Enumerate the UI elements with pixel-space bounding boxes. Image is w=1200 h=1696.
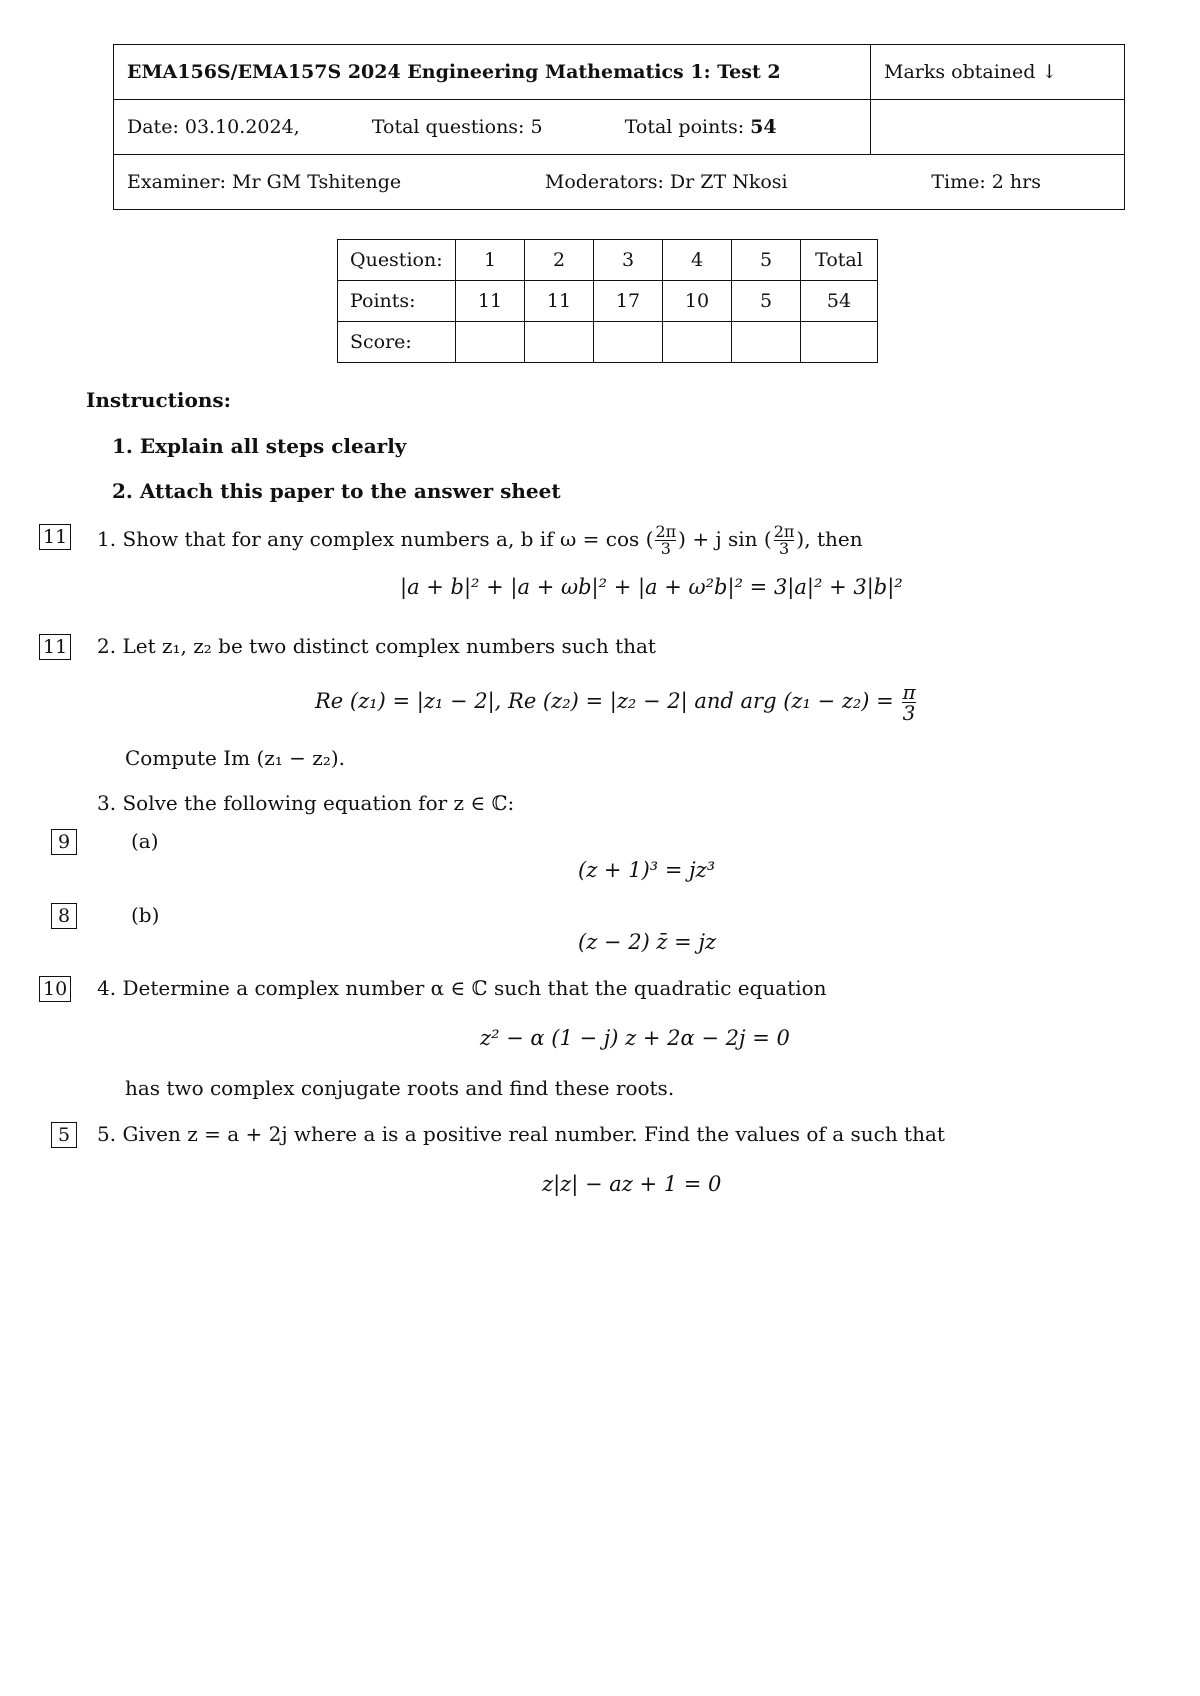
- q5-text: Given z = a + 2j where a is a positive real number. Find the values of a such that: [122, 1122, 945, 1146]
- score-total: [801, 322, 878, 363]
- score-q2: [525, 322, 594, 363]
- q1-fraction-2: $\frac{2\pi}{3}$: [773, 522, 795, 558]
- marks-obtained-cell: [871, 100, 1125, 155]
- points-q1: 11: [456, 281, 525, 322]
- q3a-equation: (z + 1)³ = jz³: [578, 858, 716, 882]
- q4-number: 4.: [97, 976, 117, 1000]
- q5-number: 5.: [97, 1122, 117, 1146]
- question-1-header: 1: [456, 240, 525, 281]
- marks-obtained-label: Marks obtained ↓: [871, 45, 1125, 100]
- points-q5: 5: [732, 281, 801, 322]
- exam-title: EMA156S/EMA157S 2024 Engineering Mathematics 1: Test 2: [114, 45, 871, 100]
- points-q2: 11: [525, 281, 594, 322]
- exam-staff-row: [114, 155, 1125, 210]
- q2-followup: Compute Im (z₁ − z₂).: [125, 746, 345, 770]
- q2-number: 2.: [97, 634, 117, 658]
- score-q4: [663, 322, 732, 363]
- points-table-points-row: [338, 281, 878, 322]
- q1-text: Show that for any complex numbers a, b if ω = cos: [122, 527, 640, 551]
- q3a-marks-box: 9: [51, 829, 77, 855]
- instruction-item-1: 1. Explain all steps clearly: [112, 434, 407, 458]
- q4-text-line: [97, 976, 827, 1000]
- points-table-score-row: [338, 322, 878, 363]
- q2-text-line: [97, 634, 656, 658]
- row-label-score: Score:: [338, 322, 456, 363]
- q2-equation: Re (z₁) = |z₁ − 2|, Re (z₂) = |z₂ − 2| and arg (z₁ − z₂) =: [315, 689, 894, 713]
- points-table-question-row: [338, 240, 878, 281]
- q5-equation: z|z| − az + 1 = 0: [542, 1172, 722, 1196]
- points-table: [337, 239, 878, 363]
- q4-text: Determine a complex number α ∈ ℂ such that the quadratic equation: [122, 976, 827, 1000]
- instructions-title: Instructions:: [86, 388, 232, 412]
- q1-text-end: , then: [804, 527, 863, 551]
- exam-header: [113, 44, 1125, 210]
- row-label-question: Question:: [338, 240, 456, 281]
- question-5-header: 5: [732, 240, 801, 281]
- q1-text-mid: + j sin: [692, 527, 758, 551]
- q2-equation-line: [315, 682, 918, 723]
- row-label-points: Points:: [338, 281, 456, 322]
- points-total: 54: [801, 281, 878, 322]
- points-q4: 10: [663, 281, 732, 322]
- q1-number: 1.: [97, 527, 117, 551]
- q3-number: 3.: [97, 791, 117, 815]
- question-2-header: 2: [525, 240, 594, 281]
- q1-equation: |a + b|² + |a + ωb|² + |a + ω²b|² = 3|a|² + 3|b|²: [400, 575, 903, 599]
- q4-marks-box: 10: [39, 976, 71, 1002]
- exam-examiner: Examiner: Mr GM Tshitenge: [127, 171, 402, 193]
- q1-text-line: 1. Show that for any complex numbers a, b if ω = cos ( $\frac{2\pi}{3}$ ) + j sin ( $\frac{2\pi}{3}$ ), then: [97, 522, 863, 558]
- score-q3: [594, 322, 663, 363]
- exam-date: Date: 03.10.2024,: [127, 116, 300, 138]
- exam-info-row: [114, 100, 871, 155]
- q3a-label: (a): [131, 829, 159, 853]
- q2-text: Let z₁, z₂ be two distinct complex numbers such that: [122, 634, 656, 658]
- instruction-item-2: 2. Attach this paper to the answer sheet: [112, 479, 561, 503]
- q5-text-line: [97, 1122, 945, 1146]
- q3b-label: (b): [131, 903, 160, 927]
- q2-marks-box: 11: [39, 634, 71, 660]
- question-3-header: 3: [594, 240, 663, 281]
- exam-total-questions: Total questions: 5: [371, 116, 543, 138]
- q4-equation: z² − α (1 − j) z + 2α − 2j = 0: [480, 1026, 790, 1050]
- q1-fraction-1: $\frac{2\pi}{3}$: [655, 522, 677, 558]
- points-q3: 17: [594, 281, 663, 322]
- q5-marks-box: 5: [51, 1122, 77, 1148]
- score-q5: [732, 322, 801, 363]
- q3-text-line: [97, 791, 514, 815]
- exam-moderators: Moderators: Dr ZT Nkosi: [544, 171, 788, 193]
- question-4-header: 4: [663, 240, 732, 281]
- q4-followup: has two complex conjugate roots and find these roots.: [125, 1076, 675, 1100]
- q3-text: Solve the following equation for z ∈ ℂ:: [122, 791, 515, 815]
- exam-time: Time: 2 hrs: [931, 171, 1041, 193]
- q3b-marks-box: 8: [51, 903, 77, 929]
- score-q1: [456, 322, 525, 363]
- q2-fraction: $\frac{\pi}{3}$: [902, 680, 916, 725]
- q1-marks-box: 11: [39, 524, 71, 550]
- exam-total-points-label: Total points:: [624, 116, 745, 138]
- q3b-equation: (z − 2) z̄ = jz: [578, 930, 717, 954]
- exam-total-points-value: 54: [750, 116, 777, 138]
- question-total-header: Total: [801, 240, 878, 281]
